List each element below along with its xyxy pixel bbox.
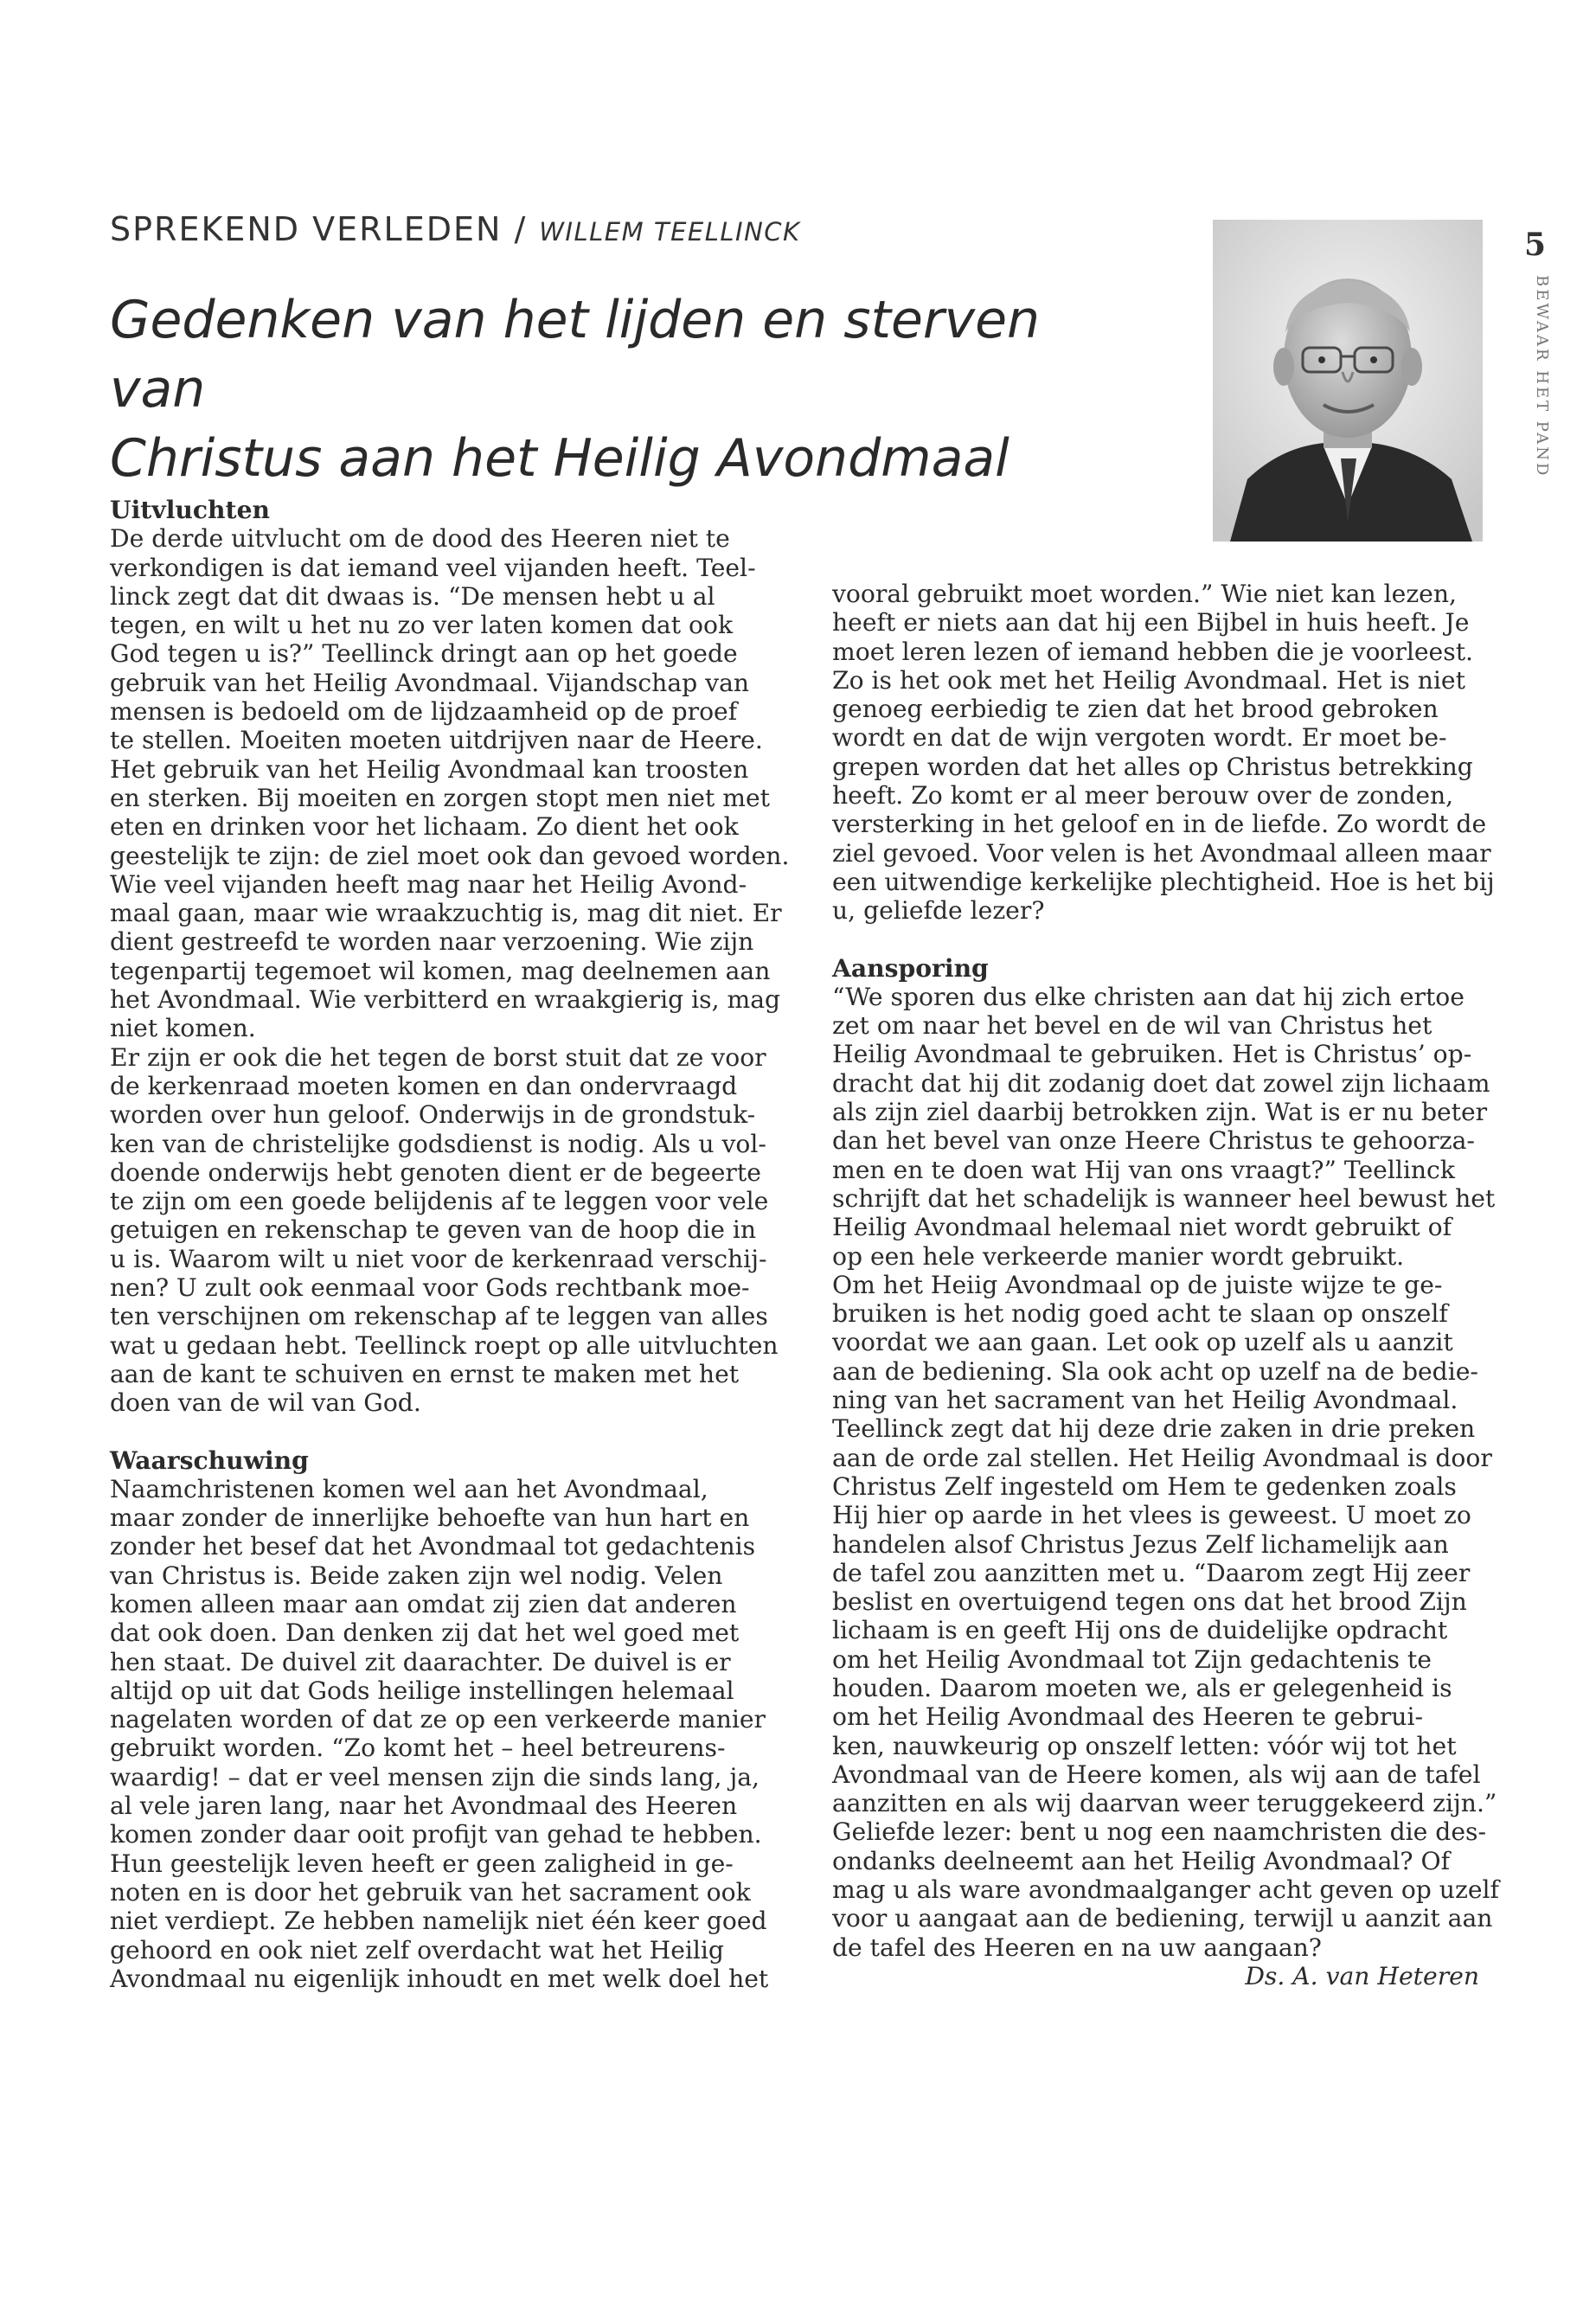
text-line: aan de kant te schuiven en ernst te maken met het bbox=[110, 1359, 740, 1388]
text-line: om het Heilig Avondmaal des Heeren te gebrui- bbox=[832, 1702, 1423, 1732]
running-title: BEWAAR HET PAND bbox=[1533, 275, 1551, 478]
text-line: ten verschijnen om rekenschap af te leggen van alles bbox=[110, 1302, 768, 1331]
text-line: gehoord en ook niet zelf overdacht wat het Heilig bbox=[110, 1935, 724, 1965]
text-line: ken, nauwkeurig op onszelf letten: vóór wij tot het bbox=[832, 1731, 1457, 1760]
text-line: grepen worden dat het alles op Christus betrekking bbox=[832, 752, 1473, 781]
text-line: Hun geestelijk leven heeft er geen zaligheid in ge- bbox=[110, 1849, 734, 1878]
text-line: nen? U zult ook eenmaal voor Gods rechtbank moe- bbox=[110, 1273, 750, 1303]
text-line: voordat we aan gaan. Let ook op uzelf als u aanzit bbox=[832, 1328, 1453, 1357]
page-number: 5 bbox=[1524, 227, 1547, 263]
paragraph-gap bbox=[110, 1418, 789, 1446]
text-line: dat ook doen. Dan denken zij dat het wel goed met bbox=[110, 1618, 740, 1648]
text-line: De derde uitvlucht om de dood des Heeren niet te bbox=[110, 524, 730, 554]
paragraph-gap bbox=[832, 926, 1499, 954]
text-line: worden over hun geloof. Onderwijs in de grondstuk- bbox=[110, 1100, 756, 1130]
text-line: aanzitten en als wij daarvan weer teruggekeerd zijn.” bbox=[832, 1789, 1497, 1818]
text-line: maal gaan, maar wie wraakzuchtig is, mag dit niet. Er bbox=[110, 899, 782, 928]
text-line: Geliefde lezer: bent u nog een naamchristen die des- bbox=[832, 1817, 1486, 1847]
text-line: dient gestreefd te worden naar verzoening. Wie zijn bbox=[110, 927, 754, 957]
text-line: linck zegt dat dit dwaas is. “De mensen hebt u al bbox=[110, 581, 715, 611]
text-line: schrijft dat het schadelijk is wanneer heel bewust het bbox=[832, 1183, 1496, 1213]
text-line: tegen, en wilt u het nu zo ver laten komen dat ook bbox=[110, 611, 734, 640]
title-line-1: Gedenken van het lijden en sterven van bbox=[110, 290, 1041, 420]
text-line: Het gebruik van het Heilig Avondmaal kan troosten bbox=[110, 754, 749, 784]
text-line: dan het bevel van onze Heere Christus te gehoorza- bbox=[832, 1126, 1475, 1156]
text-line: de tafel zou aanzitten met u. “Daarom zegt Hij zeer bbox=[832, 1558, 1471, 1587]
text-line: nagelaten worden of dat ze op een verkeerde manier bbox=[110, 1705, 766, 1734]
text-line: Heilig Avondmaal helemaal niet wordt gebruikt of bbox=[832, 1213, 1452, 1242]
text-line: wat u gedaan hebt. Teellinck roept op alle uitvluchten bbox=[110, 1330, 779, 1360]
author-signature: Ds. A. van Heteren bbox=[1245, 1961, 1479, 1990]
section-kicker bbox=[110, 210, 801, 248]
text-line: u, geliefde lezer? bbox=[832, 896, 1045, 926]
text-line: geestelijk te zijn: de ziel moet ook dan gevoed worden. bbox=[110, 841, 790, 870]
text-line: Teellinck zegt dat hij deze drie zaken in drie preken bbox=[832, 1414, 1476, 1444]
text-line: bruiken is het nodig goed acht te slaan op onszelf bbox=[832, 1299, 1448, 1329]
section-heading: Aansporing bbox=[832, 953, 989, 983]
text-line: ondanks deelneemt aan het Heilig Avondmaal? Of bbox=[832, 1846, 1451, 1875]
text-line: waardig! – dat er veel mensen zijn die sinds lang, ja, bbox=[110, 1762, 760, 1791]
text-line: eten en drinken voor het lichaam. Zo dient het ook bbox=[110, 812, 739, 842]
text-line: handelen alsof Christus Jezus Zelf lichamelijk aan bbox=[832, 1529, 1449, 1559]
text-line: wordt en dat de wijn vergoten wordt. Er moet be- bbox=[832, 723, 1447, 753]
text-line: heeft. Zo komt er al meer berouw over de zonden, bbox=[832, 781, 1454, 811]
text-line: Er zijn er ook die het tegen de borst stuit dat ze voor bbox=[110, 1042, 766, 1072]
series-author: WILLEM TEELLINCK bbox=[539, 217, 801, 247]
left-column bbox=[110, 496, 789, 1993]
text-line: vooral gebruikt moet worden.” Wie niet kan lezen, bbox=[832, 580, 1457, 608]
section-heading: Waarschuwing bbox=[110, 1445, 309, 1475]
text-line: Wie veel vijanden heeft mag naar het Heilig Avond- bbox=[110, 869, 747, 899]
title-line-2: Christus aan het Heilig Avondmaal bbox=[110, 428, 1010, 489]
text-line: noten en is door het gebruik van het sacrament ook bbox=[110, 1877, 751, 1907]
section-heading: Uitvluchten bbox=[110, 496, 270, 524]
text-line: beslist en overtuigend tegen ons dat het brood Zijn bbox=[832, 1587, 1467, 1617]
text-line: de kerkenraad moeten komen en dan ondervraagd bbox=[110, 1071, 738, 1100]
text-line: Zo is het ook met het Heilig Avondmaal. Het is niet bbox=[832, 665, 1465, 695]
text-line: Heilig Avondmaal te gebruiken. Het is Christus’ op- bbox=[832, 1040, 1472, 1069]
text-line: Christus Zelf ingesteld om Hem te gedenken zoals bbox=[832, 1471, 1457, 1501]
text-line: zet om naar het bevel en de wil van Christus het bbox=[832, 1011, 1433, 1041]
text-line: mag u als ware avondmaalganger acht geven op uzelf bbox=[832, 1875, 1499, 1905]
text-line: zonder het besef dat het Avondmaal tot gedachtenis bbox=[110, 1532, 756, 1561]
text-line: Naamchristenen komen wel aan het Avondmaal, bbox=[110, 1474, 708, 1503]
text-line: versterking in het geloof en in de liefde. Zo wordt de bbox=[832, 810, 1487, 839]
text-line: altijd op uit dat Gods heilige instellingen helemaal bbox=[110, 1676, 734, 1705]
text-line: niet verdiept. Ze hebben namelijk niet één keer goed bbox=[110, 1907, 767, 1936]
text-line: aan de orde zal stellen. Het Heilig Avondmaal is door bbox=[832, 1443, 1492, 1472]
text-line: te zijn om een goede belijdenis af te leggen voor vele bbox=[110, 1187, 769, 1216]
text-line: moet leren lezen of iemand hebben die je voorleest. bbox=[832, 637, 1473, 666]
author-photo bbox=[1213, 220, 1483, 542]
article-title bbox=[110, 285, 1131, 493]
text-line: genoeg eerbiedig te zien dat het brood gebroken bbox=[832, 695, 1439, 724]
text-line: doende onderwijs hebt genoten dient er de begeerte bbox=[110, 1157, 761, 1187]
text-line: de tafel des Heeren en na uw aangaan? bbox=[832, 1932, 1322, 1962]
text-line: Hij hier op aarde in het vlees is geweest. U moet zo bbox=[832, 1501, 1471, 1530]
text-line: heeft er niets aan dat hij een Bijbel in huis heeft. Je bbox=[832, 608, 1470, 638]
section-label: SPREKEND VERLEDEN bbox=[110, 210, 503, 248]
text-line: ziel gevoed. Voor velen is het Avondmaal alleen maar bbox=[832, 838, 1491, 868]
text-line: lichaam is en geeft Hij ons de duidelijke opdracht bbox=[832, 1616, 1448, 1645]
text-line: maar zonder de innerlijke behoefte van hun hart en bbox=[110, 1503, 750, 1533]
text-line: als zijn ziel daarbij betrokken zijn. Wat is er nu beter bbox=[832, 1098, 1488, 1127]
text-line: Avondmaal van de Heere komen, als wij aan de tafel bbox=[832, 1759, 1481, 1789]
text-line: voor u aangaat aan de bediening, terwijl u aanzit aan bbox=[832, 1904, 1493, 1933]
text-line: te stellen. Moeiten moeten uitdrijven naar de Heere. bbox=[110, 726, 763, 755]
text-line: op een hele verkeerde manier wordt gebruikt. bbox=[832, 1241, 1405, 1271]
text-line: en sterken. Bij moeiten en zorgen stopt men niet met bbox=[110, 783, 770, 812]
text-line: van Christus is. Beide zaken zijn wel nodig. Velen bbox=[110, 1561, 723, 1590]
right-column bbox=[832, 580, 1499, 1990]
text-line: het Avondmaal. Wie verbitterd en wraakgierig is, mag bbox=[110, 985, 781, 1015]
text-line: tegenpartij tegemoet wil komen, mag deelnemen aan bbox=[110, 956, 771, 985]
text-line: om het Heilig Avondmaal tot Zijn gedachtenis te bbox=[832, 1644, 1432, 1674]
portrait-illustration bbox=[1213, 220, 1483, 542]
text-line: dracht dat hij dit zodanig doet dat zowel zijn lichaam bbox=[832, 1068, 1490, 1098]
text-line: verkondigen is dat iemand veel vijanden heeft. Teel- bbox=[110, 553, 756, 582]
text-line: men en te doen wat Hij van ons vraagt?” Teellinck bbox=[832, 1155, 1455, 1184]
text-line: getuigen en rekenschap te geven van de hoop die in bbox=[110, 1215, 757, 1245]
text-line: houden. Daarom moeten we, als er gelegenheid is bbox=[832, 1673, 1452, 1702]
text-line: ning van het sacrament van het Heilig Avondmaal. bbox=[832, 1386, 1458, 1415]
text-line: doen van de wil van God. bbox=[110, 1388, 421, 1418]
text-line: komen zonder daar ooit profijt van gehad te hebben. bbox=[110, 1820, 762, 1849]
text-line: gebruikt worden. “Zo komt het – heel betreurens- bbox=[110, 1734, 726, 1763]
text-line: God tegen u is?” Teellinck dringt aan op het goede bbox=[110, 639, 738, 669]
text-line: “We sporen dus elke christen aan dat hij zich ertoe bbox=[832, 982, 1465, 1011]
kicker-separator: / bbox=[514, 210, 528, 248]
text-line: ken van de christelijke godsdienst is nodig. Als u vol- bbox=[110, 1129, 766, 1158]
text-line: een uitwendige kerkelijke plechtigheid. Hoe is het bij bbox=[832, 867, 1495, 896]
text-line: niet komen. bbox=[110, 1014, 256, 1043]
text-line: gebruik van het Heilig Avondmaal. Vijandschap van bbox=[110, 668, 750, 697]
text-line: u is. Waarom wilt u niet voor de kerkenraad verschij- bbox=[110, 1244, 767, 1273]
text-line: aan de bediening. Sla ook acht op uzelf na de bedie- bbox=[832, 1356, 1478, 1386]
text-line: mensen is bedoeld om de lijdzaamheid op de proef bbox=[110, 697, 738, 727]
text-line: Avondmaal nu eigenlijk inhoudt en met welk doel het bbox=[110, 1964, 769, 1993]
text-line: Om het Heiig Avondmaal op de juiste wijze te ge- bbox=[832, 1270, 1443, 1299]
text-line: hen staat. De duivel zit daarachter. De duivel is er bbox=[110, 1647, 731, 1676]
text-line: komen alleen maar aan omdat zij zien dat anderen bbox=[110, 1589, 737, 1618]
text-line: al vele jaren lang, naar het Avondmaal des Heeren bbox=[110, 1791, 738, 1821]
